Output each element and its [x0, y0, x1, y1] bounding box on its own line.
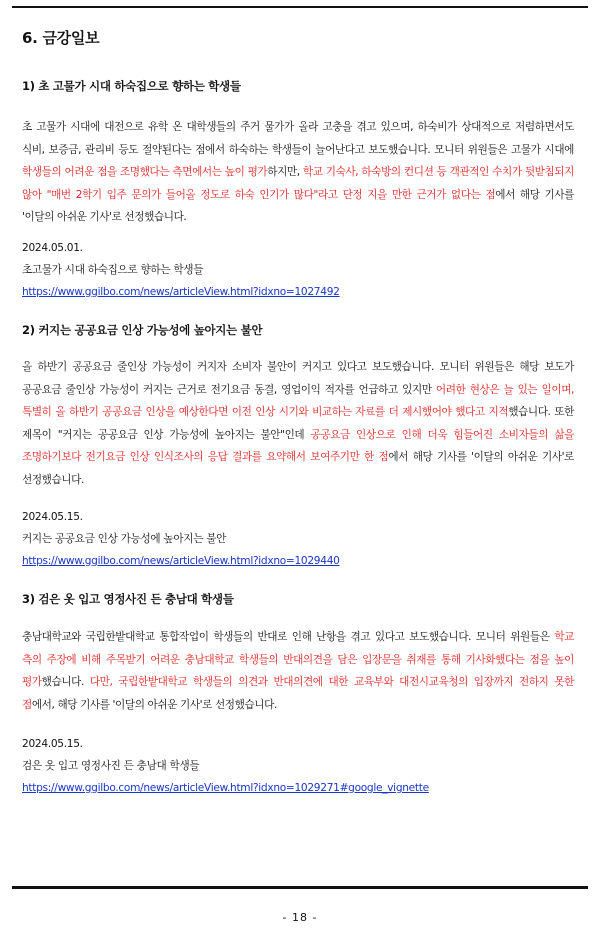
body-text: 에서 해당 기사를 '이달의 아쉬운 기사'로 선정했습니다. — [22, 188, 574, 223]
body-text: 초 고물가 시대에 대전으로 유학 온 대학생들의 주거 물가가 올라 고충을 겪고 있으며, 하숙비가 상대적으로 저렴하면서도 식비, 보증금, 관리비 등도 절약된다는 점에서 하숙하는 학생들이 늘어난다고 보도했습니다. 모니터 위원들은 고물가 시대에 — [22, 121, 574, 156]
article-title: 커지는 공공요금 인상 가능성에 높아지는 불안 — [22, 533, 227, 545]
bottom-rule — [12, 886, 588, 889]
highlight-text: 학교 기숙사, 하숙방의 컨디션 등 객관적인 수치가 뒷받침되지 않아 "매번 2학기 입주 문의가 들어올 정도로 하숙 인기가 많다"라고 단정 지을 만한 근거가 없다는 점 — [22, 166, 574, 201]
article-link[interactable]: https://www.ggilbo.com/news/articleView.html?idxno=1027492 — [22, 286, 340, 298]
body-text: 에서 해당 기사를 '이달의 아쉬운 기사'로 선정했습니다. — [22, 451, 574, 486]
article-link[interactable]: https://www.ggilbo.com/news/articleView.html?idxno=1029440 — [22, 555, 340, 567]
article-link[interactable]: https://www.ggilbo.com/news/articleView.html?idxno=1029271#google_vignette — [22, 782, 429, 794]
item-meta-2 — [22, 508, 340, 570]
body-text: 하지만, — [267, 166, 303, 178]
article-date: 2024.05.01. — [22, 242, 83, 254]
highlight-text: 학교 측의 주장에 비해 주목받기 어려운 충남대학교 학생들의 반대의견을 담은 입장문을 취재를 통해 기사화했다는 점을 높이 평가 — [22, 631, 574, 688]
body-text: 올 하반기 공공요금 줄인상 가능성이 커지자 소비자 불안이 커지고 있다고 보도했습니다. 모니터 위원들은 해당 보도가 공공요금 줄인상 가능성이 커지는 근거로 전기요금 동결, 영업이익 적자를 언급하고 있지만 — [22, 361, 574, 396]
item-body-3 — [22, 626, 574, 716]
article-title: 초고물가 시대 하숙집으로 향하는 학생들 — [22, 264, 204, 276]
highlight-text: 공공요금 인상으로 인해 더욱 힘들어진 소비자들의 삶을 조명하기보다 전기요금 인상 인식조사의 응답 결과를 요약해서 보여주기만 한 점 — [22, 428, 574, 463]
top-rule — [12, 6, 588, 8]
body-text: 충남대학교와 국립한밭대학교 통합작업이 학생들의 반대로 인해 난항을 겪고 있다고 보도했습니다. 모니터 위원들은 — [22, 631, 555, 643]
highlight-text: 다만, 국립한밭대학교 학생들의 의견과 반대의견에 대한 교육부와 대전시교육청의 입장까지 전하지 못한 점 — [22, 676, 574, 711]
article-title: 검은 옷 입고 영정사진 든 충남대 학생들 — [22, 760, 200, 772]
item-body-1 — [22, 116, 574, 229]
body-text: 에서, 해당 기사를 '이달의 아쉬운 기사'로 선정했습니다. — [31, 698, 277, 711]
item-heading-1: 1) 초 고물가 시대 하숙집으로 향하는 학생들 — [22, 79, 241, 93]
article-date: 2024.05.15. — [22, 738, 83, 750]
highlight-text: 어려한 현상은 늘 있는 일이며, 특별히 올 하반기 공공요금 인상을 예상한다면 이전 인상 시기와 비교하는 자료를 더 제시했어야 했다고 지적 — [22, 383, 574, 418]
item-meta-3 — [22, 735, 429, 797]
item-meta-1 — [22, 239, 340, 301]
body-text: 했습니다. 또한 제목이 "커지는 공공요금 인상 가능성에 높아지는 불안"인데 — [22, 406, 575, 441]
item-body-2 — [22, 356, 574, 491]
section-title: 6. 금강일보 — [22, 29, 100, 47]
page-number: - 18 - — [282, 911, 318, 924]
highlight-text: 학생들의 어려운 점을 조명했다는 측면에서는 높이 평가 — [22, 166, 268, 178]
article-date: 2024.05.15. — [22, 511, 83, 523]
body-text: 했습니다. — [41, 676, 90, 688]
item-heading-3: 3) 검은 옷 입고 영정사진 든 충남대 학생들 — [22, 592, 234, 606]
item-heading-2: 2) 커지는 공공요금 인상 가능성에 높아지는 불안 — [22, 323, 263, 337]
